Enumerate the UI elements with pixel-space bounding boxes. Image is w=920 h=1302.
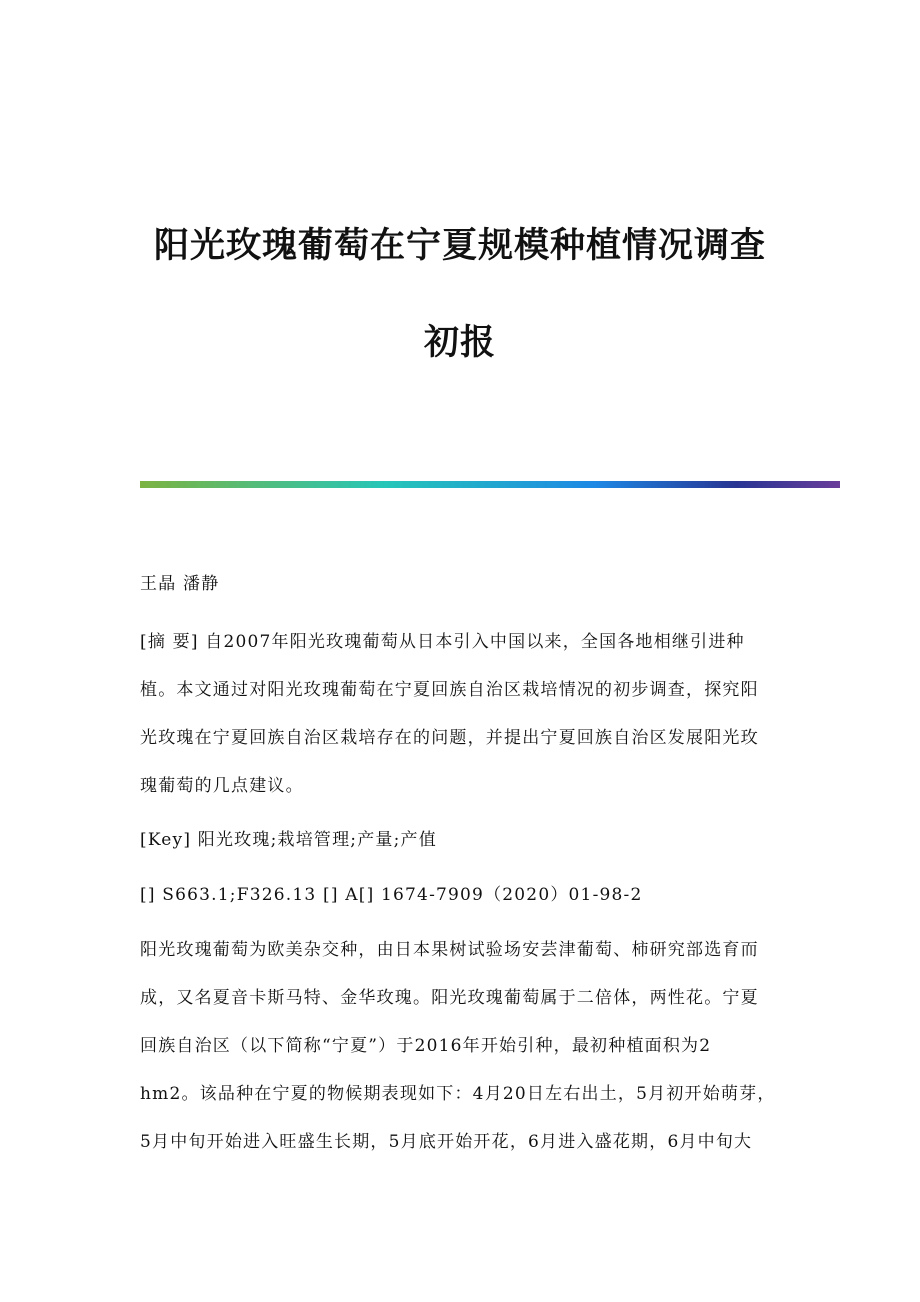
body-line: hm2。该品种在宁夏的物候期表现如下：4月20日左右出土，5月初开始萌芽， (140, 1084, 776, 1104)
keywords: [Key] 阳光玫瑰;栽培管理;产量;产值 (140, 830, 437, 850)
abstract-line: 瑰葡萄的几点建议。 (140, 776, 304, 796)
document-title-line-1: 阳光玫瑰葡萄在宁夏规模种植情况调查 (153, 226, 766, 266)
authors: 王晶 潘静 (140, 574, 220, 594)
body-line: 回族自治区（以下简称“宁夏”）于2016年开始引种，最初种植面积为2 (140, 1036, 712, 1056)
abstract-line: 植。本文通过对阳光玫瑰葡萄在宁夏回族自治区栽培情况的初步调查，探究阳 (140, 680, 759, 700)
body-line: 5月中旬开始进入旺盛生长期，5月底开始开花，6月进入盛花期，6月中旬大 (140, 1132, 753, 1152)
abstract-line: 光玫瑰在宁夏回族自治区栽培存在的问题，并提出宁夏回族自治区发展阳光玫 (140, 728, 759, 748)
abstract-line: [摘 要] 自2007年阳光玫瑰葡萄从日本引入中国以来，全国各地相继引进种 (140, 632, 745, 652)
document-title-line-2: 初报 (423, 323, 496, 363)
classification-info: [] S663.1;F326.13 [] A[] 1674-7909（2020）01-98-2 (140, 885, 643, 905)
body-line: 阳光玫瑰葡萄为欧美杂交种，由日本果树试验场安芸津葡萄、柿研究部选育而 (140, 940, 759, 960)
gradient-divider (140, 481, 840, 488)
body-line: 成，又名夏音卡斯马特、金华玫瑰。阳光玫瑰葡萄属于二倍体，两性花。宁夏 (140, 988, 759, 1008)
